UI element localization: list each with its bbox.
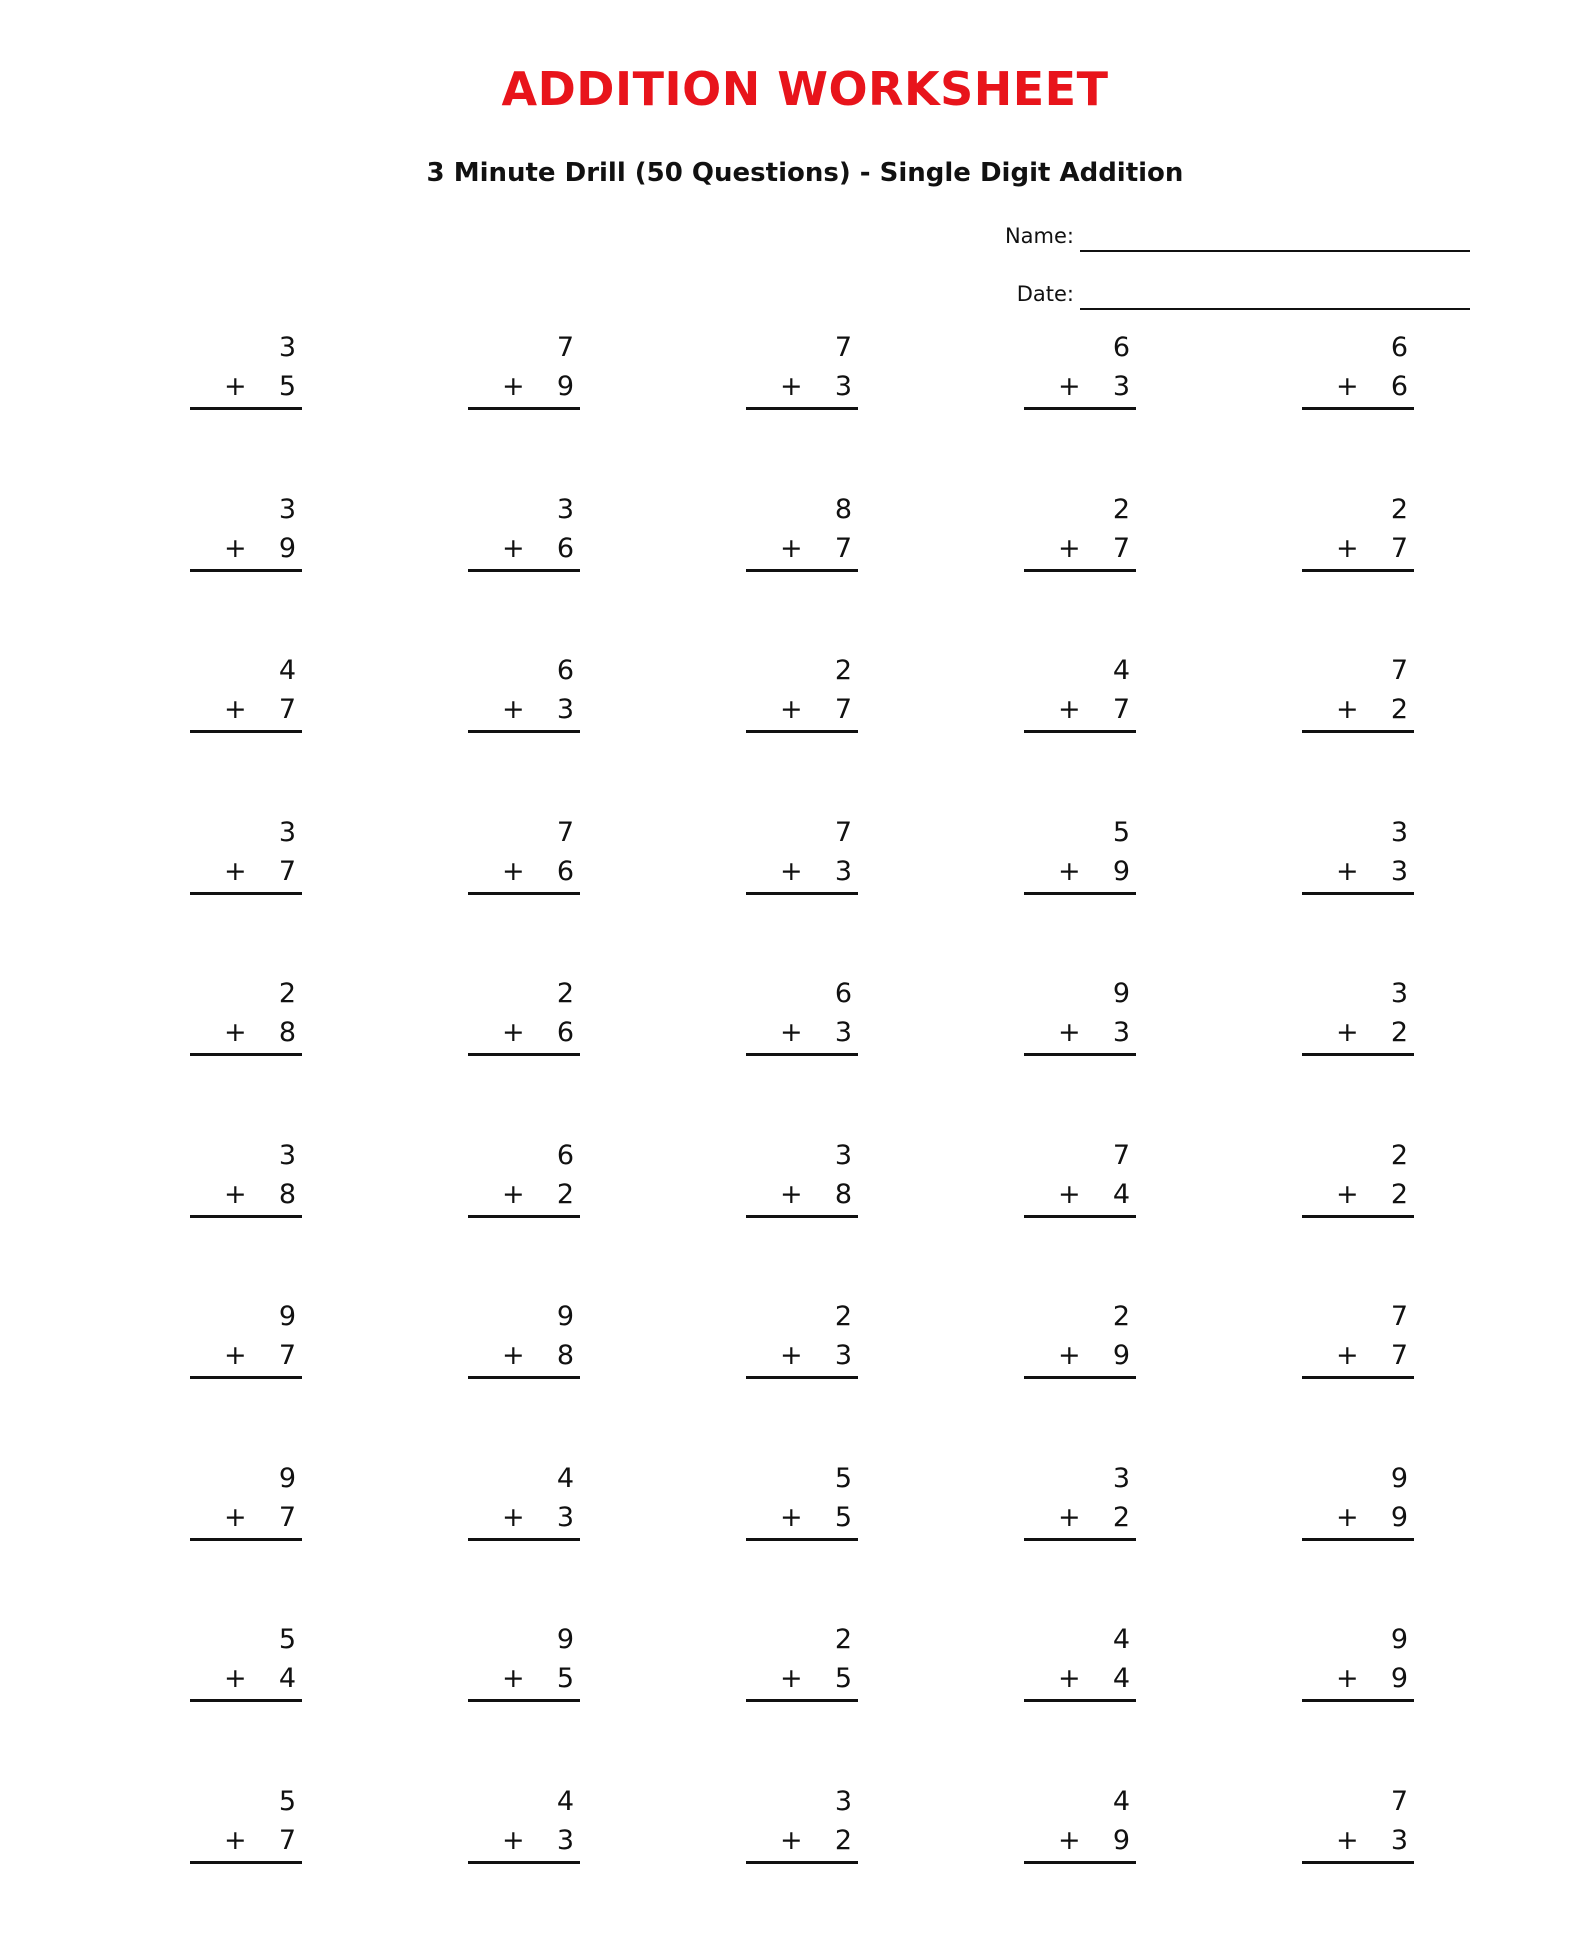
second-addend: 9	[1112, 1340, 1130, 1371]
first-addend: 4	[1112, 655, 1130, 686]
name-field[interactable]	[1000, 220, 1470, 252]
addition-problem	[746, 1141, 858, 1221]
first-addend: 9	[1390, 1463, 1408, 1494]
addition-problem	[468, 1302, 580, 1382]
addition-problem	[468, 495, 580, 575]
date-field[interactable]	[1000, 278, 1470, 310]
addition-problem	[1302, 1625, 1414, 1705]
addition-problem	[1024, 818, 1136, 898]
second-addend: 4	[1112, 1663, 1130, 1694]
second-addend: 2	[1390, 1017, 1408, 1048]
second-addend: 9	[1390, 1502, 1408, 1533]
addition-problem	[746, 1787, 858, 1867]
first-addend: 7	[1390, 655, 1408, 686]
plus-sign: +	[780, 1825, 803, 1856]
addition-problem	[1024, 979, 1136, 1059]
answer-line[interactable]	[1024, 569, 1136, 572]
second-addend: 7	[278, 1340, 296, 1371]
plus-sign: +	[502, 1663, 525, 1694]
addition-problem	[468, 1141, 580, 1221]
second-addend: 3	[1112, 1017, 1130, 1048]
answer-line[interactable]	[468, 730, 580, 733]
second-addend: 9	[1112, 856, 1130, 887]
addition-problem	[746, 1625, 858, 1705]
plus-sign: +	[1336, 533, 1359, 564]
answer-line[interactable]	[1024, 407, 1136, 410]
second-addend: 6	[556, 856, 574, 887]
second-addend: 7	[278, 1825, 296, 1856]
first-addend: 3	[278, 817, 296, 848]
answer-line[interactable]	[190, 1053, 302, 1056]
answer-line[interactable]	[746, 569, 858, 572]
second-addend: 6	[1390, 371, 1408, 402]
addition-problem	[746, 333, 858, 413]
plus-sign: +	[1058, 371, 1081, 402]
second-addend: 7	[278, 856, 296, 887]
first-addend: 7	[1112, 1140, 1130, 1171]
first-addend: 3	[1390, 978, 1408, 1009]
second-addend: 8	[556, 1340, 574, 1371]
plus-sign: +	[224, 371, 247, 402]
plus-sign: +	[502, 533, 525, 564]
addition-problem	[1024, 1625, 1136, 1705]
plus-sign: +	[1336, 371, 1359, 402]
addition-problem	[190, 1302, 302, 1382]
addition-problem	[746, 1464, 858, 1544]
answer-line[interactable]	[1024, 1215, 1136, 1218]
second-addend: 8	[834, 1179, 852, 1210]
answer-line[interactable]	[190, 892, 302, 895]
answer-line[interactable]	[1302, 407, 1414, 410]
addition-problem	[1302, 333, 1414, 413]
first-addend: 9	[278, 1301, 296, 1332]
second-addend: 9	[556, 371, 574, 402]
first-addend: 5	[278, 1786, 296, 1817]
plus-sign: +	[780, 1179, 803, 1210]
first-addend: 3	[834, 1140, 852, 1171]
plus-sign: +	[1336, 856, 1359, 887]
first-addend: 6	[556, 655, 574, 686]
first-addend: 6	[556, 1140, 574, 1171]
second-addend: 9	[1112, 1825, 1130, 1856]
answer-line[interactable]	[190, 407, 302, 410]
plus-sign: +	[1058, 1017, 1081, 1048]
addition-problem	[1302, 1302, 1414, 1382]
worksheet-title: ADDITION WORKSHEET	[501, 62, 1109, 116]
answer-line[interactable]	[1302, 1053, 1414, 1056]
addition-problem	[1302, 495, 1414, 575]
second-addend: 3	[834, 371, 852, 402]
answer-line[interactable]	[468, 1376, 580, 1379]
second-addend: 8	[278, 1017, 296, 1048]
answer-line[interactable]	[190, 1376, 302, 1379]
addition-problem	[190, 1625, 302, 1705]
plus-sign: +	[780, 1502, 803, 1533]
plus-sign: +	[1058, 1340, 1081, 1371]
answer-line[interactable]	[746, 1861, 858, 1864]
second-addend: 9	[278, 533, 296, 564]
addition-problem	[746, 979, 858, 1059]
second-addend: 5	[834, 1502, 852, 1533]
addition-problem	[746, 818, 858, 898]
addition-problem	[1024, 1141, 1136, 1221]
addition-problem	[190, 333, 302, 413]
second-addend: 2	[1390, 694, 1408, 725]
answer-line[interactable]	[1302, 1699, 1414, 1702]
first-addend: 2	[278, 978, 296, 1009]
second-addend: 7	[278, 694, 296, 725]
first-addend: 3	[278, 1140, 296, 1171]
answer-line[interactable]	[746, 1376, 858, 1379]
first-addend: 3	[1112, 1463, 1130, 1494]
addition-problem	[468, 818, 580, 898]
first-addend: 9	[556, 1624, 574, 1655]
plus-sign: +	[502, 1017, 525, 1048]
addition-problem	[1302, 979, 1414, 1059]
answer-line[interactable]	[468, 1053, 580, 1056]
plus-sign: +	[224, 1017, 247, 1048]
addition-problem	[468, 979, 580, 1059]
plus-sign: +	[1336, 1340, 1359, 1371]
second-addend: 4	[1112, 1179, 1130, 1210]
first-addend: 3	[834, 1786, 852, 1817]
addition-problem	[1024, 656, 1136, 736]
plus-sign: +	[780, 371, 803, 402]
name-label: Name:	[1004, 224, 1074, 248]
second-addend: 3	[556, 694, 574, 725]
second-addend: 3	[556, 1502, 574, 1533]
first-addend: 6	[1390, 332, 1408, 363]
answer-line[interactable]	[746, 1215, 858, 1218]
second-addend: 9	[1390, 1663, 1408, 1694]
plus-sign: +	[780, 694, 803, 725]
second-addend: 3	[834, 1017, 852, 1048]
plus-sign: +	[1336, 1179, 1359, 1210]
answer-line[interactable]	[746, 730, 858, 733]
addition-problem	[746, 656, 858, 736]
first-addend: 2	[1112, 1301, 1130, 1332]
answer-line[interactable]	[468, 1699, 580, 1702]
addition-problem	[190, 979, 302, 1059]
first-addend: 7	[556, 332, 574, 363]
plus-sign: +	[502, 1502, 525, 1533]
plus-sign: +	[502, 694, 525, 725]
addition-problem	[468, 1625, 580, 1705]
addition-problem	[1302, 1787, 1414, 1867]
addition-problem	[1024, 1464, 1136, 1544]
plus-sign: +	[1058, 1179, 1081, 1210]
first-addend: 7	[1390, 1786, 1408, 1817]
answer-line[interactable]	[746, 892, 858, 895]
answer-line[interactable]	[190, 1538, 302, 1541]
addition-problem	[1302, 818, 1414, 898]
answer-line[interactable]	[1302, 1861, 1414, 1864]
first-addend: 9	[1112, 978, 1130, 1009]
plus-sign: +	[780, 1340, 803, 1371]
first-addend: 3	[1390, 817, 1408, 848]
answer-line[interactable]	[190, 1699, 302, 1702]
plus-sign: +	[1058, 1825, 1081, 1856]
answer-line[interactable]	[1024, 1699, 1136, 1702]
first-addend: 7	[1390, 1301, 1408, 1332]
first-addend: 3	[278, 494, 296, 525]
second-addend: 2	[556, 1179, 574, 1210]
second-addend: 6	[556, 533, 574, 564]
first-addend: 7	[556, 817, 574, 848]
addition-problem	[746, 495, 858, 575]
addition-problem	[190, 1464, 302, 1544]
answer-line[interactable]	[1302, 569, 1414, 572]
plus-sign: +	[502, 1825, 525, 1856]
plus-sign: +	[224, 856, 247, 887]
second-addend: 2	[834, 1825, 852, 1856]
plus-sign: +	[1336, 1825, 1359, 1856]
second-addend: 3	[834, 1340, 852, 1371]
second-addend: 3	[1390, 856, 1408, 887]
plus-sign: +	[1336, 694, 1359, 725]
first-addend: 2	[834, 1301, 852, 1332]
addition-problem	[190, 818, 302, 898]
answer-line[interactable]	[1024, 1376, 1136, 1379]
plus-sign: +	[780, 856, 803, 887]
plus-sign: +	[1058, 1663, 1081, 1694]
second-addend: 5	[556, 1663, 574, 1694]
plus-sign: +	[1058, 694, 1081, 725]
first-addend: 4	[1112, 1786, 1130, 1817]
second-addend: 7	[1112, 694, 1130, 725]
answer-line[interactable]	[1302, 892, 1414, 895]
first-addend: 3	[556, 494, 574, 525]
answer-line[interactable]	[1302, 730, 1414, 733]
answer-line[interactable]	[1302, 1376, 1414, 1379]
first-addend: 2	[1390, 1140, 1408, 1171]
first-addend: 5	[278, 1624, 296, 1655]
answer-line[interactable]	[746, 1538, 858, 1541]
name-line[interactable]	[1080, 250, 1470, 252]
first-addend: 9	[556, 1301, 574, 1332]
plus-sign: +	[224, 1179, 247, 1210]
answer-line[interactable]	[468, 569, 580, 572]
addition-problem	[1302, 1464, 1414, 1544]
first-addend: 7	[834, 817, 852, 848]
first-addend: 9	[278, 1463, 296, 1494]
answer-line[interactable]	[468, 407, 580, 410]
second-addend: 7	[834, 694, 852, 725]
plus-sign: +	[502, 856, 525, 887]
plus-sign: +	[224, 694, 247, 725]
plus-sign: +	[1058, 1502, 1081, 1533]
answer-line[interactable]	[1024, 730, 1136, 733]
addition-problem	[468, 656, 580, 736]
first-addend: 2	[556, 978, 574, 1009]
addition-problem	[468, 333, 580, 413]
second-addend: 7	[1390, 1340, 1408, 1371]
first-addend: 3	[278, 332, 296, 363]
addition-problem	[746, 1302, 858, 1382]
second-addend: 3	[1390, 1825, 1408, 1856]
first-addend: 2	[834, 655, 852, 686]
addition-problem	[1302, 1141, 1414, 1221]
plus-sign: +	[780, 533, 803, 564]
first-addend: 6	[1112, 332, 1130, 363]
worksheet-subtitle: 3 Minute Drill (50 Questions) - Single Digit Addition	[426, 158, 1184, 188]
answer-line[interactable]	[1024, 892, 1136, 895]
answer-line[interactable]	[746, 407, 858, 410]
second-addend: 5	[834, 1663, 852, 1694]
plus-sign: +	[780, 1017, 803, 1048]
first-addend: 6	[834, 978, 852, 1009]
first-addend: 5	[834, 1463, 852, 1494]
second-addend: 2	[1112, 1502, 1130, 1533]
answer-line[interactable]	[746, 1053, 858, 1056]
plus-sign: +	[502, 1179, 525, 1210]
addition-problem	[1024, 1302, 1136, 1382]
addition-problem	[1302, 656, 1414, 736]
plus-sign: +	[224, 1502, 247, 1533]
first-addend: 5	[1112, 817, 1130, 848]
first-addend: 2	[1390, 494, 1408, 525]
plus-sign: +	[780, 1663, 803, 1694]
first-addend: 4	[556, 1463, 574, 1494]
second-addend: 3	[834, 856, 852, 887]
answer-line[interactable]	[1024, 1538, 1136, 1541]
first-addend: 2	[834, 1624, 852, 1655]
addition-problem	[190, 656, 302, 736]
second-addend: 4	[278, 1663, 296, 1694]
first-addend: 9	[1390, 1624, 1408, 1655]
addition-problem	[468, 1464, 580, 1544]
first-addend: 2	[1112, 494, 1130, 525]
plus-sign: +	[1058, 533, 1081, 564]
answer-line[interactable]	[468, 1861, 580, 1864]
plus-sign: +	[1336, 1502, 1359, 1533]
plus-sign: +	[224, 1825, 247, 1856]
answer-line[interactable]	[468, 892, 580, 895]
answer-line[interactable]	[1024, 1053, 1136, 1056]
first-addend: 4	[556, 1786, 574, 1817]
plus-sign: +	[1058, 856, 1081, 887]
answer-line[interactable]	[746, 1699, 858, 1702]
second-addend: 8	[278, 1179, 296, 1210]
answer-line[interactable]	[190, 730, 302, 733]
plus-sign: +	[502, 371, 525, 402]
addition-problem	[190, 1141, 302, 1221]
second-addend: 3	[1112, 371, 1130, 402]
second-addend: 2	[1390, 1179, 1408, 1210]
plus-sign: +	[1336, 1017, 1359, 1048]
addition-problem	[1024, 333, 1136, 413]
answer-line[interactable]	[1302, 1215, 1414, 1218]
plus-sign: +	[502, 1340, 525, 1371]
answer-line[interactable]	[468, 1215, 580, 1218]
second-addend: 6	[556, 1017, 574, 1048]
second-addend: 7	[834, 533, 852, 564]
addition-problem	[1024, 495, 1136, 575]
first-addend: 4	[1112, 1624, 1130, 1655]
plus-sign: +	[224, 533, 247, 564]
date-line[interactable]	[1080, 308, 1470, 310]
first-addend: 4	[278, 655, 296, 686]
answer-line[interactable]	[1302, 1538, 1414, 1541]
first-addend: 7	[834, 332, 852, 363]
second-addend: 7	[1390, 533, 1408, 564]
second-addend: 3	[556, 1825, 574, 1856]
addition-problem	[468, 1787, 580, 1867]
plus-sign: +	[1336, 1663, 1359, 1694]
answer-line[interactable]	[190, 1215, 302, 1218]
plus-sign: +	[224, 1340, 247, 1371]
addition-problem	[190, 1787, 302, 1867]
addition-problem	[1024, 1787, 1136, 1867]
first-addend: 8	[834, 494, 852, 525]
second-addend: 7	[278, 1502, 296, 1533]
addition-problem	[190, 495, 302, 575]
second-addend: 5	[278, 371, 296, 402]
plus-sign: +	[224, 1663, 247, 1694]
answer-line[interactable]	[468, 1538, 580, 1541]
answer-line[interactable]	[1024, 1861, 1136, 1864]
answer-line[interactable]	[190, 569, 302, 572]
answer-line[interactable]	[190, 1861, 302, 1864]
date-label: Date:	[1016, 282, 1074, 306]
second-addend: 7	[1112, 533, 1130, 564]
